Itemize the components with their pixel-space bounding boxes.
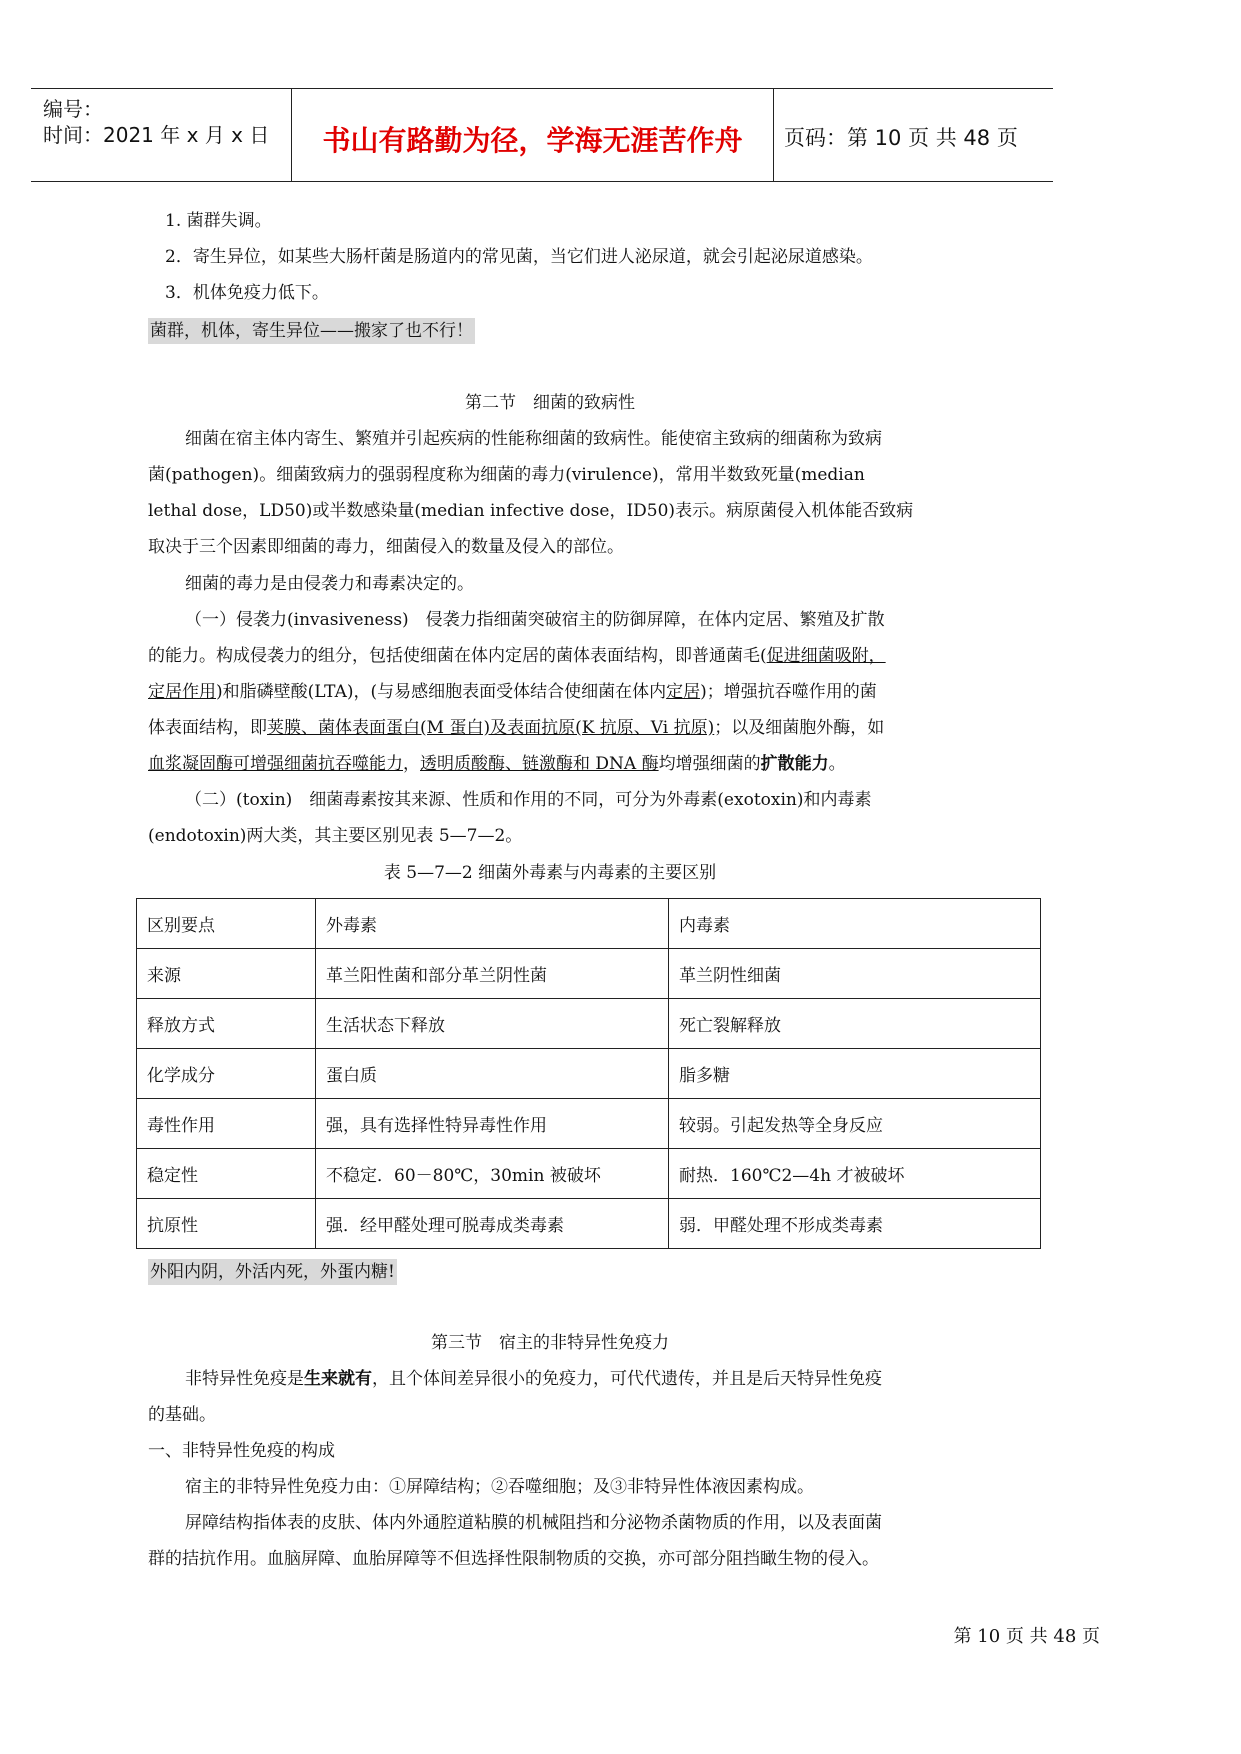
table-row [137,999,1041,1049]
mnemonic-text: 外阳内阴，外活内死，外蛋内糖! [148,1259,397,1285]
underlined-text: 荚膜、菌体表面蛋白(M 蛋白)及表面抗原(K 抗原、Vi 抗原) [267,718,715,738]
table-cell: 强，具有选择性特异毒性作用 [316,1099,669,1149]
header-left-cell [31,89,292,181]
table-header-row [137,899,1041,949]
text-span: 均增强细菌的 [658,754,761,774]
page-header [31,88,1053,182]
table-row [137,1049,1041,1099]
header-page-cell [774,89,1053,181]
table-cell: 革兰阴性细菌 [669,949,1041,999]
paragraph-line: 取决于三个因素即细菌的毒力，细菌侵入的数量及侵入的部位。 [148,537,624,557]
table-cell: 脂多糖 [669,1049,1041,1099]
text-span: )；增强抗吞噬作用的菌 [700,682,877,702]
paragraph-line [185,1361,985,1397]
section-title: 第二节 细菌的致病性 [465,393,635,413]
table-cell: 稳定性 [137,1149,316,1199]
paragraph-line: (endotoxin)两大类，其主要区别见表 5—7—2。 [148,826,523,846]
text-span: )和脂磷壁酸(LTA)，(与易感细胞表面受体结合使细菌在体内 [216,682,667,702]
subheading: 一、非特异性免疫的构成 [148,1441,335,1461]
table-cell: 耐热．160℃2—4h 才被破坏 [669,1149,1041,1199]
table-cell: 来源 [137,949,316,999]
table-cell: 释放方式 [137,999,316,1049]
paragraph-line: 细菌在宿主体内寄生、繁殖并引起疾病的性能称细菌的致病性。能使宿主致病的细菌称为致病 [185,429,882,449]
header-motto-cell [292,89,774,181]
list-item: 2．寄生异位，如某些大肠杆菌是肠道内的常见菌，当它们进人泌尿道，就会引起泌尿道感染。 [165,247,873,267]
table-cell: 死亡裂解释放 [669,999,1041,1049]
text-span: 体表面结构，即 [148,718,267,738]
table-row [137,1099,1041,1149]
paragraph-line [148,674,948,710]
paragraph-line: 菌(pathogen)。细菌致病力的强弱程度称为细菌的毒力(virulence)，常用半数致死量(median [148,465,865,485]
toxin-comparison-table [136,898,1041,1249]
text-span: 的能力。构成侵袭力的组分，包括使细菌在体内定居的菌体表面结构，即普通菌毛( [148,646,767,666]
paragraph-line: 屏障结构指体表的皮肤、体内外通腔道粘膜的机械阻挡和分泌物杀菌物质的作用，以及表面菌 [185,1513,882,1533]
table-header-cell: 内毒素 [669,899,1041,949]
list-item: 3．机体免疫力低下。 [165,283,329,303]
motto: 书山有路勤为径，学海无涯苦作舟 [322,124,743,157]
page-footer: 第 10 页 共 48 页 [953,1626,1100,1647]
paragraph-line: （二）(toxin) 细菌毒素按其来源、性质和作用的不同，可分为外毒素(exotoxin)和内毒素 [185,790,872,810]
table-caption: 表 5—7—2 细菌外毒素与内毒素的主要区别 [383,863,717,883]
table-row [137,1199,1041,1249]
table-cell: 较弱。引起发热等全身反应 [669,1099,1041,1149]
section-title: 第三节 宿主的非特异性免疫力 [431,1333,669,1353]
paragraph-line: （一）侵袭力(invasiveness) 侵袭力指细菌突破宿主的防御屏障，在体内定居、繁殖及扩散 [185,610,885,630]
table-row [137,949,1041,999]
table-cell: 弱．甲醛处理不形成类毒素 [669,1199,1041,1249]
page-number-label: 页码：第 10 页 共 48 页 [784,126,1018,150]
paragraph-line: 宿主的非特异性免疫力由：①屏障结构；②吞噬细胞；及③非特异性体液因素构成。 [185,1477,814,1497]
underlined-text: 透明质酸酶、链激酶和 DNA 酶 [420,754,659,774]
list-item: 1. 菌群失调。 [165,211,272,231]
table-header-cell: 外毒素 [316,899,669,949]
text-span: ， [403,754,420,774]
text-span: 。 [828,754,846,774]
underlined-text: 定居 [666,682,701,702]
table-cell: 蛋白质 [316,1049,669,1099]
paragraph-line: lethal dose，LD50)或半数感染量(median infective dose，ID50)表示。病原菌侵入机体能否致病 [148,501,914,521]
number-label: 编号： [43,97,103,121]
text-span: ，且个体间差异很小的免疫力，可代代遗传，并且是后天特异性免疫 [372,1369,882,1389]
table-cell: 强．经甲醛处理可脱毒成类毒素 [316,1199,669,1249]
mnemonic-highlight [148,1254,948,1290]
paragraph-line: 群的拮抗作用。血脑屏障、血胎屏障等不但选择性限制物质的交换，亦可部分阻挡瞰生物的侵入。 [148,1549,879,1569]
text-span: 非特异性免疫是 [185,1369,304,1389]
table-row [137,1149,1041,1199]
mnemonic-text: 菌群，机体，寄生异位——搬家了也不行！ [148,318,475,344]
underlined-text: 血浆凝固酶可增强细菌抗吞噬能力 [148,754,403,774]
paragraph-line [148,710,948,746]
table-cell: 生活状态下释放 [316,999,669,1049]
bold-text: 生来就有 [304,1369,372,1389]
table-cell: 毒性作用 [137,1099,316,1149]
paragraph-line: 细菌的毒力是由侵袭力和毒素决定的。 [185,574,474,594]
underlined-text: 促进细菌吸附， [766,646,886,666]
mnemonic-highlight [148,313,948,349]
text-span: ；以及细菌胞外酶，如 [714,718,885,738]
table-cell: 革兰阳性菌和部分革兰阴性菌 [316,949,669,999]
paragraph-line [148,638,948,674]
table-header-cell: 区别要点 [137,899,316,949]
paragraph-line: 的基础。 [148,1405,216,1425]
table-cell: 抗原性 [137,1199,316,1249]
table-cell: 化学成分 [137,1049,316,1099]
time-label: 时间：2021 年 x 月 x 日 [43,123,270,147]
table-cell: 不稳定．60－80℃，30min 被破坏 [316,1149,669,1199]
underlined-text: 定居作用 [148,682,216,702]
paragraph-line [148,746,948,782]
bold-text: 扩散能力 [760,754,829,774]
